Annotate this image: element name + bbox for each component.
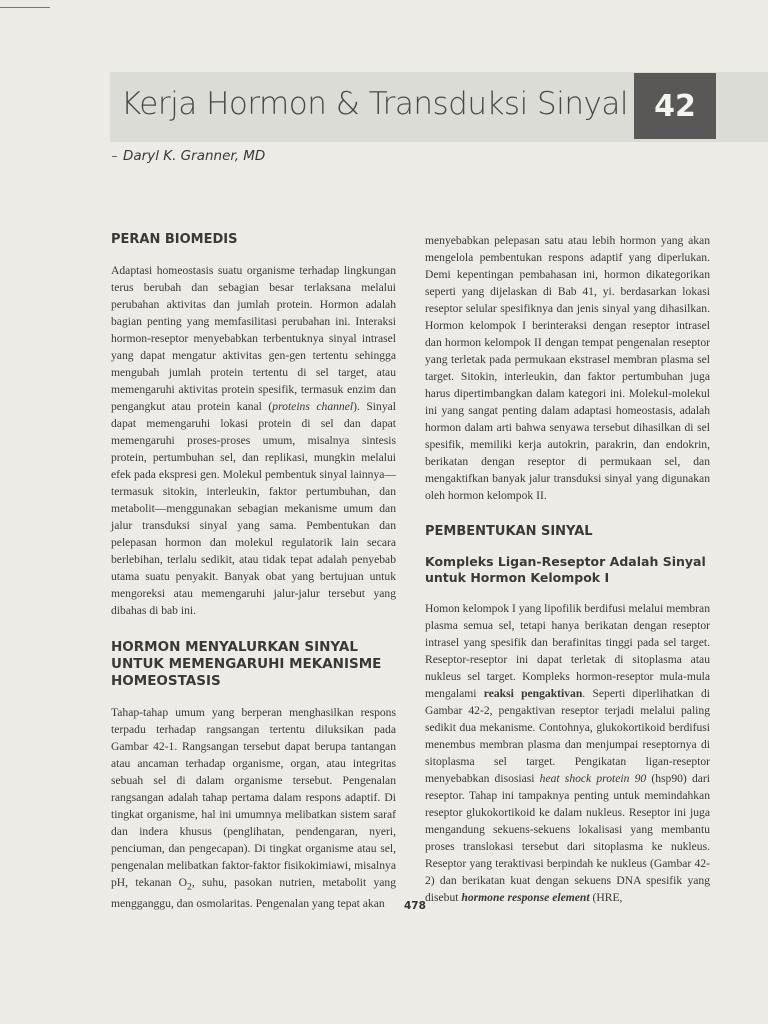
chapter-number-badge: 42 <box>634 73 716 139</box>
page-number: 478 <box>404 900 426 912</box>
text-run: , suhu, pasokan nutrien, metabolit yang mengganggu, dan osmolaritas. Pengenalan yang tepat akan <box>111 876 396 911</box>
text-run: . Seperti diperlihatkan di Gambar 42-2, pengaktivan reseptor terjadi melalui paling sedikit dua mekanisme. Contohnya, glukokortikoid berdifusi menembus membran plasma dan menjumpai reseptornya di sitoplasma sel target. Pengikatan ligan-reseptor menyebabkan disosiasi <box>425 687 710 785</box>
subscript: 2 <box>187 881 192 893</box>
text-run: ). Sinyal dapat memengaruhi lokasi protein di sel dan dapat memengaruhi proses-proses umum, misalnya sintesis protein, pertumbuhan sel, dan replikasi, mungkin melalui efek pada ekspresi gen. Molekul pembentuk sinyal lainnya—termasuk sitokin, interleukin, faktor pertumbuhan, dan metabolit—menggunakan sebagian mekanisme umum dan jalur transduksi sinyal yang sama. Pembentukan dan pelepasan hormon dan molekul regulatorik lain secara berlebihan, terlalu sedikit, atau tidak tepat adalah penyebab utama suatu penyakit. Banyak obat yang bertujuan untuk mengoreksi atau memengaruhi jalur-jalur tersebut yang dibahas di bab ini. <box>111 400 396 617</box>
italic-term: heat shock protein 90 <box>539 772 647 785</box>
scan-edge-line <box>0 7 50 8</box>
paragraph-hormon-sinyal <box>111 704 396 912</box>
text-run: (hsp90) dari reseptor. Tahap ini tampaknya penting untuk memindahkan reseptor glukokortikoid ke dalam nukleus. Reseptor ini juga mengandung sekuens-sekuens lokalisasi yang membantu proses translokasi tersebut dari sitoplasma ke nukleus. Reseptor yang teraktivasi berpindah ke nukleus (Gambar 42-2) dan berikatan kuat dengan sekuens DNA spesifik yang disebut <box>425 772 710 904</box>
right-column <box>425 232 710 906</box>
paragraph-kompleks-ligan <box>425 600 710 906</box>
section-heading-hormon-sinyal: HORMON MENYALURKAN SINYAL UNTUK MEMENGARUHI MEKANISME HOMEOSTASIS <box>111 639 382 689</box>
section-heading-peran-biomedis: PERAN BIOMEDIS <box>111 232 238 247</box>
paragraph-peran-biomedis <box>111 262 396 619</box>
author-name: Daryl K. Granner, MD <box>123 148 266 164</box>
text-run: Adaptasi homeostasis suatu organisme terhadap lingkungan terus berubah dan sebagian besar terlaksana melalui perubahan aktivitas dan jumlah protein. Hormon adalah bagian penting yang memfasilitasi perubahan ini. Interaksi hormon-reseptor menyebabkan terbentuknya sinyal intrasel yang dapat mengatur aktivitas gen-gen tertentu sehingga mengubah jumlah protein tertentu di sel target, atau memengaruhi aktivitas protein spesifik, termasuk enzim dan pengangkut atau protein kanal ( <box>111 264 396 413</box>
left-column <box>111 232 396 912</box>
text-run: Homon kelompok I yang lipofilik berdifusi melalui membran plasma semua sel, tetapi hanya berikatan dengan reseptor intrasel yang spesifik dan berafinitas tinggi pada sel target. Reseptor-reseptor ini dapat terletak di sitoplasma atau nukleus sel target. Kompleks hormon-reseptor mula-mula mengalami <box>425 602 710 700</box>
author-dash <box>112 156 117 157</box>
text-run: Tahap-tahap umum yang berperan menghasilkan respons terpadu terhadap rangsangan tertentu diluksikan pada Gambar 42-1. Rangsangan tersebut dapat berupa tantangan atau ancaman terhadap organisme, organ, atau integritas sebuah sel di dalam organisme tersebut. Pengenalan rangsangan adalah tahap pertama dalam respons adaptif. Di tingkat organisme, hal ini umumnya melibatkan sistem saraf dan indera khusus (penglihatan, pendengaran, nyeri, penciuman, dan pengecapan). Di tingkat organisme atau sel, pengenalan melibatkan faktor-faktor fisikokimiawi, misalnya pH, tekanan O <box>111 706 396 889</box>
bold-term: reaksi pengaktivan <box>483 687 583 700</box>
chapter-title: Kerja Hormon & Transduksi Sinyal <box>121 86 628 122</box>
section-heading-pembentukan-sinyal: PEMBENTUKAN SINYAL <box>425 524 593 539</box>
italic-term: proteins channel <box>272 400 354 413</box>
bold-italic-term: hormone response element <box>461 891 590 904</box>
subsection-heading-kompleks-ligan: Kompleks Ligan-Reseptor Adalah Sinyal untuk Hormon Kelompok I <box>425 554 706 585</box>
paragraph-continuation: menyebabkan pelepasan satu atau lebih hormon yang akan mengelola pembentukan respons adaptif yang diperlukan. Demi kepentingan pembahasan ini, hormon dikategorikan seperti yang dijelaskan di Bab 41, yi. berdasarkan lokasi reseptor selular spesifiknya dan jenis sinyal yang dihasilkan. Hormon kelompok I berinteraksi dengan reseptor intrasel dan hormon kelompok II dengan tempat pengenalan reseptor yang terletak pada permukaan ekstrasel membran plasma sel target. Sitokin, interleukin, dan faktor pertumbuhan juga harus dipertimbangkan dalam kategori ini. Molekul-molekul ini yang sangat penting dalam adaptasi homeostasis, adalah hormon dalam arti bahwa senyawa tersebut dihasilkan di sel spesifik, memiliki kerja autokrin, parakrin, dan endokrin, berikatan dengan reseptor di permukaan sel, dan mengaktifkan banyak jalur transduksi sinyal yang digunakan oleh hormon kelompok II. <box>425 234 710 502</box>
text-run: (HRE, <box>589 891 623 904</box>
